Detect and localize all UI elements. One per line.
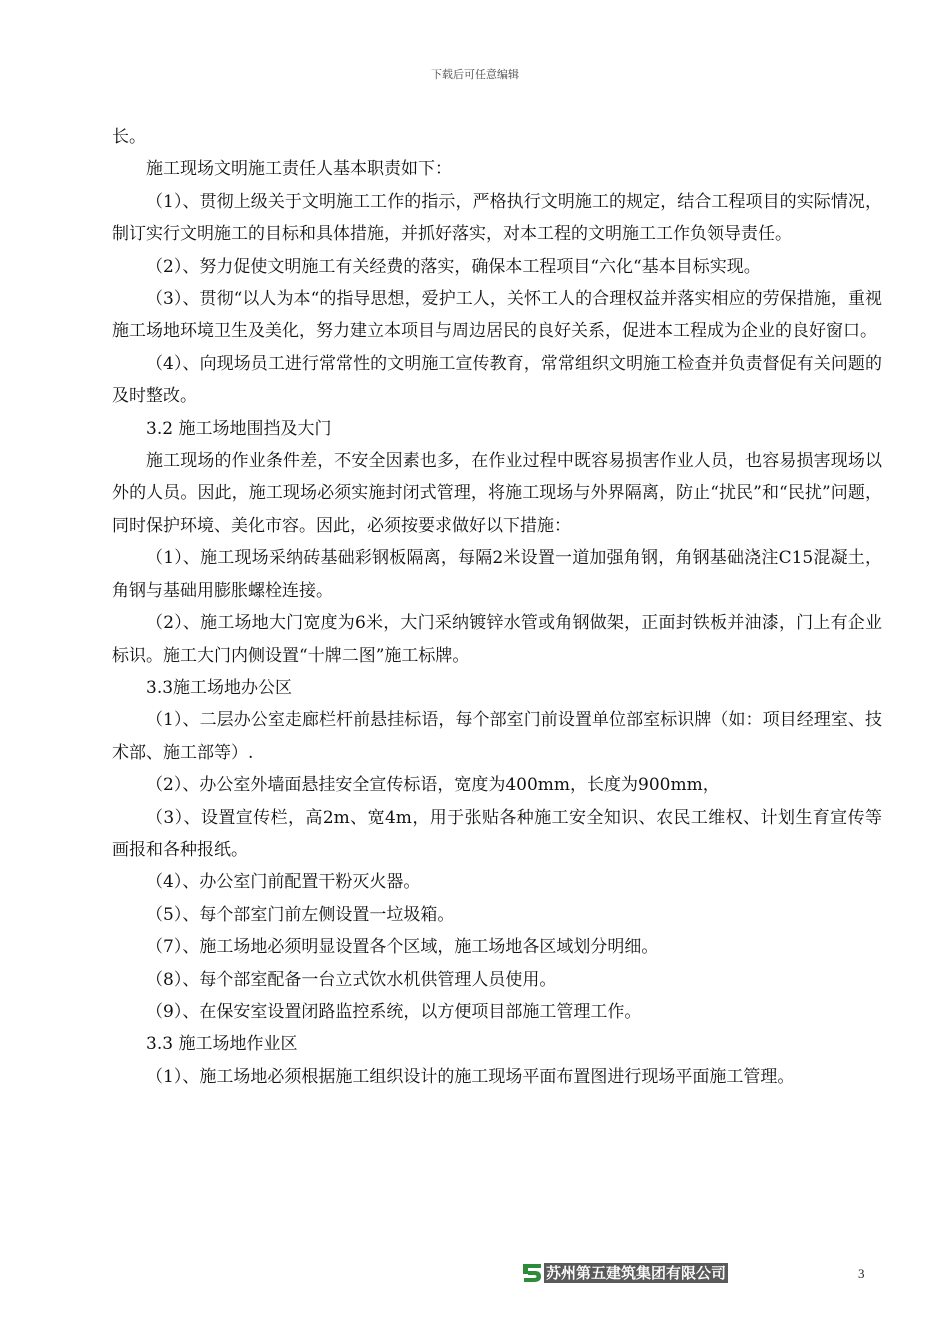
document-body bbox=[112, 121, 882, 1093]
company-footer bbox=[522, 1262, 728, 1284]
paragraph: （4）、向现场员工进行常常性的文明施工宣传教育，常常组织文明施工检查并负责督促有关问题的及时整改。 bbox=[112, 353, 882, 407]
section-heading: 3.3施工场地办公区 bbox=[146, 677, 293, 698]
paragraph: （2）、办公室外墙面悬挂安全宣传标语，宽度为400mm，长度为900mm， bbox=[146, 775, 720, 796]
paragraph: （3）、贯彻“以人为本“的指导思想，爱护工人，关怀工人的合理权益并落实相应的劳保措施，重视施工场地环境卫生及美化，努力建立本项目与周边居民的良好关系，促进本工程成为企业的良好窗口。 bbox=[112, 289, 882, 342]
page-header: 下载后可任意编辑 bbox=[431, 68, 519, 81]
paragraph: （1）、施工场地必须根据施工组织设计的施工现场平面布置图进行现场平面施工管理。 bbox=[146, 1066, 795, 1087]
paragraph: （2）、施工场地大门宽度为6米，大门采纳镀锌水管或角钢做架，正面封铁板并油漆，门上有企业标识。施工大门内侧设置“十牌二图”施工标牌。 bbox=[112, 613, 882, 666]
company-logo-icon bbox=[522, 1263, 542, 1283]
paragraph: 施工现场文明施工责任人基本职责如下： bbox=[146, 159, 452, 180]
paragraph: （8）、每个部室配备一台立式饮水机供管理人员使用。 bbox=[146, 969, 557, 990]
paragraph: （1）、贯彻上级关于文明施工工作的指示，严格执行文明施工的规定，结合工程项目的实际情况，制订实行文明施工的目标和具体措施，并抓好落实，对本工程的文明施工工作负领导责任。 bbox=[112, 191, 882, 245]
paragraph: （1）、施工现场采纳砖基础彩钢板隔离，每隔2米设置一道加强角钢，角钢基础浇注C15混凝土，角钢与基础用膨胀螺栓连接。 bbox=[112, 548, 882, 601]
paragraph: 施工现场的作业条件差，不安全因素也多，在作业过程中既容易损害作业人员，也容易损害现场以外的人员。因此，施工现场必须实施封闭式管理，将施工现场与外界隔离，防止“扰民”和“民扰”问题，同时保护环境、美化市容。因此，必须按要求做好以下措施： bbox=[112, 451, 882, 536]
section-heading: 3.3 施工场地作业区 bbox=[146, 1034, 298, 1055]
paragraph: （9）、在保安室设置闭路监控系统，以方便项目部施工管理工作。 bbox=[146, 1001, 642, 1022]
paragraph: （2）、努力促使文明施工有关经费的落实，确保本工程项目“六化“基本目标实现。 bbox=[146, 256, 761, 277]
company-name: 苏州第五建筑集团有限公司 bbox=[546, 1264, 727, 1282]
paragraph: （4）、办公室门前配置干粉灭火器。 bbox=[146, 872, 421, 893]
paragraph: （5）、每个部室门前左侧设置一垃圾箱。 bbox=[146, 904, 455, 925]
section-heading: 3.2 施工场地围挡及大门 bbox=[146, 418, 332, 439]
paragraph: （3）、设置宣传栏，高2m、宽4m，用于张贴各种施工安全知识、农民工维权、计划生育宣传等画报和各种报纸。 bbox=[112, 807, 882, 860]
paragraph: 长。 bbox=[112, 127, 146, 147]
page-number: 3 bbox=[858, 1266, 865, 1281]
paragraph: （1）、二层办公室走廊栏杆前悬挂标语，每个部室门前设置单位部室标识牌（如：项目经理室、技术部、施工部等）. bbox=[112, 710, 882, 763]
paragraph: （7）、施工场地必须明显设置各个区域，施工场地各区域划分明细。 bbox=[146, 937, 659, 958]
